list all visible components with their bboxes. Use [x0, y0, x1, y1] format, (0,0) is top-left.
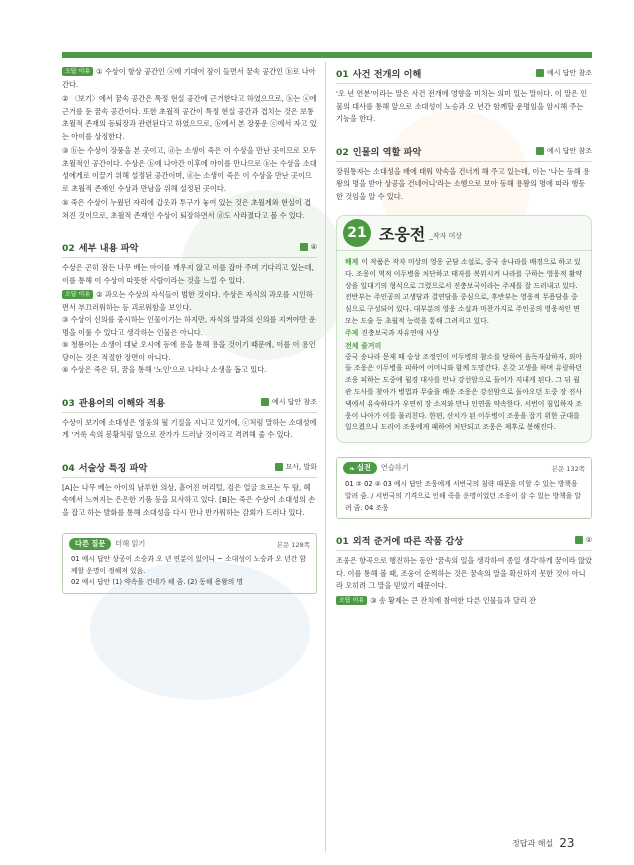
section-body: [A]는 나무 베는 아이의 남루한 의상, 흩어진 머리털, 검은 얼굴 흐르는 두 땀, 헤 속에서 느껴지는 은은한 기품 등을 묘사하고 있다. [B]는 죽은 수상이 소대성의 손을 잡고 하는 발화를 통해 소대성을 다시 만나 반가워하는 감회가 드러나 있다.: [62, 482, 316, 517]
answer-square-icon: [275, 463, 283, 471]
intro-para-1: 오답 이유 ① 수상이 항상 공간인 ⓐ에 기대어 잠이 들면서 꿈속 공간인 ⓑ로 나아간다.: [62, 67, 316, 89]
section-body: 수상은 곤히 잠든 나무 베는 아이를 깨우지 않고 이를 잡아 주며 기다리고 있는데, 이를 통해 이 수상이 따뜻한 사람이라는 것을 느낄 수 있다.: [62, 263, 314, 285]
right-column: [336, 66, 592, 607]
extra-reading-box: [62, 533, 317, 594]
section-heading: 01 사건 전개의 이해 예시 답안 참조: [336, 66, 592, 84]
extra-answer-line: 02 예시 답안 (1) 약속을 건네가 해 줌. (2) 동해 용왕의 명: [71, 578, 244, 586]
page-footer: [512, 836, 574, 850]
practice-pill: ❧ 실전: [343, 462, 377, 474]
wrong-reason-item: 오답 이유 ② 과오는 수상의 자식들이 범한 것이다. 수상은 자식의 과오를 시인하면서 부끄러워하는 등 괴로워함을 보인다.: [62, 290, 313, 312]
page-number: 23: [559, 836, 575, 850]
work-theme: 주제 진충보국과 자유연애 사상: [345, 328, 439, 337]
section-body: '오 년 연분'이라는 말은 사건 전개에 영향을 미치는 의미 있는 말이다. 이 말은 인물의 대사를 통해 앞으로 소대성이 노승과 오 년간 함께할 운명임을 암시해 주는 기능을 한다.: [336, 89, 588, 123]
answer-tag: ④: [300, 243, 317, 251]
answer-square-icon: [300, 243, 308, 251]
work-card: [336, 215, 592, 443]
left-column: [62, 66, 317, 594]
section-heading: 03 관용어의 이해와 적용 예시 답안 참조: [62, 395, 317, 413]
answer-square-icon: [536, 69, 544, 77]
section-heading: 04 서술상 특징 파악 묘사, 발화: [62, 460, 317, 478]
section-body: 조웅은 항곡으로 행진하는 동안 '꿈속의 일을 생각하여 종일 생각'하게 꿈이라 않았다. 이를 통해 볼 때, 조웅이 순찍하는 것은 꿈속의 말을 확신하지 못한 것이 아니라 오히려 그 말을 믿었기 때문이다.: [336, 556, 592, 591]
work-author: _작자 미상: [429, 232, 463, 240]
top-accent-bar: [62, 52, 592, 58]
wrong-reason-item: ⑤ 수상은 죽은 뒤, 꿈을 통해 '노인'으로 나타나 소생을 돕고 있다.: [62, 365, 267, 374]
wrong-reason-badge: 오답 이유: [62, 67, 93, 76]
intro-para-4: ⑤ 죽은 수상이 누웠던 자리에 갑옷과 투구가 놓여 있는 것은 초월계와 현실이 겹쳐진 것이므로, 초월적 존재인 수상이 퇴장하면서 ⓓ도 사라졌다고 볼 수 있다.: [62, 198, 312, 220]
answer-tag: 예시 답안 참조: [536, 146, 592, 156]
intro-para-3: ③ ⓑ는 수상이 장풍을 본 곳이고, ⓓ는 소생이 죽은 이 수상을 만난 곳이므로 모두 초월적인 공간이다. 수상은 ⓑ에 나아간 이후에 아이를 만나므로 ⓑ는 수상을 소대성에게로 이끌기 위해 설정된 공간이며, ⓓ는 소생이 죽은 이 수상을 만난 곳이므로 초월적 존재인 수상과 만남을 위해 설정된 곳이다.: [62, 146, 317, 193]
answer-tag: 예시 답안 참조: [536, 68, 592, 78]
section-heading: 02 세부 내용 파악 ④: [62, 240, 317, 258]
footer-label: 정답과 해설: [512, 838, 554, 848]
answer-square-icon: [261, 398, 269, 406]
intro-para-2: ② 〈보기〉에서 꿈속 공간은 특정 현실 공간에 근거한다고 하였으므로, ⓑ는 ⓐ에 근거를 둔 꿈속 공간이다. 또한 초월적 공간이 특정 현실 공간과 겹치는 것은 보통 초월적 존재의 등퇴장과 관련된다고 하였으므로, ⓑ에서 본 장풍운 ⓒ에서 자고 있는 아이를 상징한다.: [62, 94, 317, 141]
practice-answer-line: 01 ② 02 ④ 03 예시 답안 조웅에게 서번국의 침략 때문을 미할 수 있는 방책을 알려 줌. / 서번국의 기격으로 인해 죽을 운명이었던 조웅이 살 수 있는 방책을 알려 줌. 04 조웅: [345, 480, 582, 513]
work-summary: 해제 이 작품은 작자 미상의 영웅 군담 소설로, 중국 송나라를 배경으로 하고 있다. 조웅이 역적 이두병을 처단하고 태자를 복위시켜 나라를 구하는 영웅적 활약상을 일대기의 형식으로 그렸으로서 진충보국이라는 주제를 잘 드러내고 있다. 전반부는 주인공의 고생담과 결연담을 중심으로, 후반부는 영웅적 무용담을 중심으로 구성되어 있다. 대부분의 영웅 소설과 마찬가지로 주인공의 영웅적인 면모는 도술 등 초월적 능력을 통해 그려지고 있다.: [345, 258, 583, 325]
answer-tag: 예시 답안 참조: [261, 397, 317, 407]
work-plot: 중국 송나라 문제 때 승상 조정인이 이두병의 참소를 당하여 음독자살하자, 외아들 조웅은 이두병을 피하여 어머니와 함께 도망간다. 온갖 고생을 하며 유랑하던 조웅 피하는 도중에 월경 대사를 만나 강선암으로 들어가 지내게 된다. 그 뒤 월관 도사를 찾아가 병법과 무술을 배운 조웅은 강선암으로 돌아오던 도중 장 진사 댁에서 유숙하다가 우연히 장 소저와 만나 인연을 약속한다. 서번이 침입하자 조웅이 나아가 이를 물리친다. 한편, 산서가 된 이두병이 조웅을 잡기 위한 군대를 일으켰으나 도리어 조웅에게 패하여 처단되고 조웅은 제후로 봉해진다.: [345, 352, 583, 432]
page-reference: 본문 132쪽: [551, 464, 585, 473]
plot-label: 전체 줄거리: [345, 341, 382, 350]
extra-answer-line: 01 예시 답안 상공이 소승과 오 년 연분이 있어니 ~ 소대성이 노승과 오 년간 함께할 운명이 정해져 있음.: [71, 555, 306, 575]
extra-plus-label: 더해 읽기: [115, 539, 146, 548]
practice-box: [336, 457, 592, 519]
practice-sub-label: 연습하기: [380, 463, 409, 473]
work-title: 조웅전: [379, 224, 426, 244]
answer-tag: 묘사, 발화: [275, 462, 318, 472]
section-heading: 01 외적 준거에 따른 작품 감상 ②: [336, 533, 592, 551]
section-heading: 02 인물의 역할 파악 예시 답안 참조: [336, 144, 592, 162]
page-reference: 본문 128쪽: [276, 540, 310, 549]
section-body: 장원통자는 소대성을 배에 태워 약속을 건너게 해 주고 있는데, 이는 '나는 동해 용왕의 명을 받아 상공을 건네어니'라는 소행으로 보아 동해 용왕의 명에 따라 행동한 것임을 알 수 있다.: [336, 166, 590, 201]
wrong-reason-item: 오답 이유 ③ 송 황제는 큰 잔치에 참여한 다른 인물들과 달리 잔: [336, 595, 592, 608]
answer-square-icon: [536, 147, 544, 155]
answer-tag: ②: [575, 536, 592, 544]
extra-question-pill: 다른 질문: [69, 538, 111, 550]
work-number-badge: 21: [343, 219, 371, 247]
column-divider: [325, 62, 326, 852]
wrong-reason-item: ③ 수상이 신의를 중시하는 인물이기는 하지만, 자식의 말과의 신의를 지켜야만 운명을 이룰 수 있다고 생각하는 인물은 아니다.: [62, 315, 316, 337]
wrong-reason-item: ⑤ 청룡이는 소생이 대낮 오시에 등에 용을 통해 용을 것이기 때문에, 이를 이 용인당이는 것은 적절한 장면이 아니다.: [62, 340, 316, 362]
answer-square-icon: [575, 536, 583, 544]
section-body: 수상이 보기에 소대성은 영웅의 될 기질을 지니고 있기에, ⓒ처럼 말하는 소대성에게 '거룩 속의 봉황처럼 앞으로 잔가가 드러날 것이라고 격려해 줄 수 있다.: [62, 417, 317, 439]
leaf-icon: ❧: [349, 463, 356, 473]
